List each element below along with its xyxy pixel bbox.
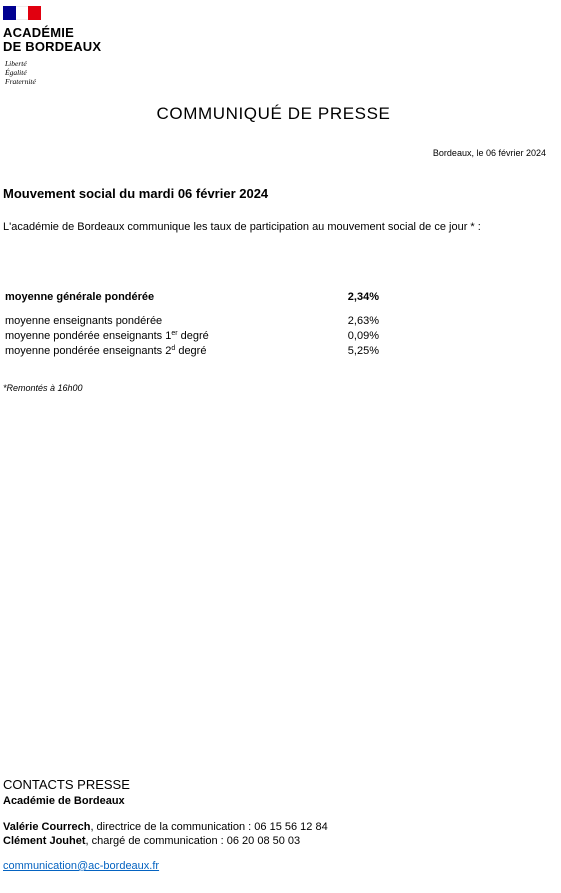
contacts-heading: CONTACTS PRESSE: [3, 777, 130, 792]
stat-row-first-degree: [5, 330, 379, 342]
contact-person: [3, 821, 328, 833]
contacts-organization: Académie de Bordeaux: [3, 795, 125, 807]
dateline: Bordeaux, le 06 février 2024: [432, 148, 546, 158]
footnote: *Remontés à 16h00: [3, 383, 83, 393]
subject-heading: Mouvement social du mardi 06 février 2024: [3, 186, 269, 201]
page-title: COMMUNIQUÉ DE PRESSE: [156, 104, 391, 123]
intro-paragraph: L'académie de Bordeaux communique les taux de participation au mouvement social de ce jour * :: [3, 221, 481, 233]
stat-value: 0,09%: [347, 330, 379, 342]
contact-role: , directrice de la communication : 06 15 56 12 84: [90, 821, 328, 833]
stat-row-general: [5, 291, 379, 303]
institution-line-1: ACADÉMIE: [3, 25, 74, 40]
institution-line-2: DE BORDEAUX: [3, 39, 102, 54]
motto-liberte: Liberté: [5, 59, 27, 68]
stat-label: moyenne pondérée enseignants 2$^d$ degré: [5, 345, 207, 357]
contact-name: Clément Jouhet: [3, 835, 86, 847]
stat-label: moyenne enseignants pondérée: [5, 315, 163, 327]
stat-row-teachers: [5, 315, 379, 327]
contact-person: [3, 835, 300, 847]
stat-label: moyenne générale pondérée: [5, 291, 155, 303]
french-flag-icon: [3, 6, 41, 20]
stat-value: 5,25%: [347, 345, 379, 357]
motto-egalite: Égalité: [5, 68, 27, 77]
stat-value: 2,34%: [347, 291, 379, 303]
institution-name: [3, 26, 101, 54]
contact-name: Valérie Courrech: [3, 821, 91, 833]
stat-value: 2,63%: [347, 315, 379, 327]
contact-email-link[interactable]: communication@ac-bordeaux.fr: [3, 860, 160, 872]
motto-fraternite: Fraternité: [5, 77, 36, 86]
stat-row-second-degree: [5, 345, 379, 357]
contact-role: , chargé de communication : 06 20 08 50 03: [85, 835, 301, 847]
republic-motto: [5, 59, 36, 86]
stat-label: moyenne pondérée enseignants 1er degré: [5, 330, 209, 342]
